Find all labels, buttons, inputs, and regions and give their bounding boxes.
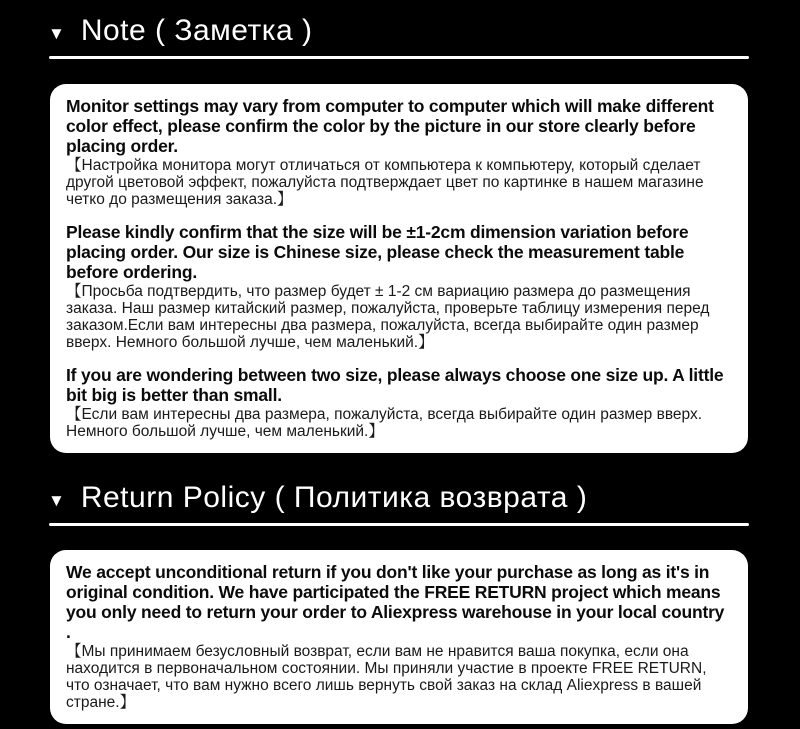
return-policy-russian-text: 【Мы принимаем безусловный возврат, если вам не нравится ваша покупка, если она находится в первоначальном состоянии. Мы приняли участие в проекте FREE RETURN, что означает, что вам нужно всего лишь вернуть свой заказ на склад Aliexpress в вашей стране.】 — [66, 643, 707, 711]
return-policy-section — [0, 453, 800, 724]
header-divider — [49, 523, 749, 526]
note-monitor-english-text: Monitor settings may vary from computer to computer which will make different color effect, please confirm the color by the picture in our store clearly before placing order. — [66, 96, 714, 156]
note-section-header — [0, 0, 800, 49]
note-section-title: Note ( Заметка ) — [80, 14, 313, 47]
triangle-down-icon: ▼ — [48, 490, 65, 510]
note-size-up-english-text: If you are wondering between two size, please always choose one size up. A little bit big is better than small. — [66, 365, 724, 405]
note-paragraph-monitor — [66, 96, 732, 208]
note-paragraph-size — [66, 222, 732, 351]
note-size-up-russian-text: 【Если вам интересны два размера, пожалуйста, всегда выбирайте один размер вверх. Немного большой лучше, чем маленький.】 — [66, 406, 703, 440]
triangle-down-icon: ▼ — [48, 23, 65, 43]
note-monitor-russian-text: 【Настройка монитора могут отличаться от компьютера к компьютеру, который сделает другой цветовой эффект, пожалуйста подтверждает цвет по картинке в нашем магазине четко до размещения заказа.】 — [66, 157, 704, 208]
note-size-russian-text: 【Просьба подтвердить, что размер будет ± 1-2 см вариацию размера до размещения заказа. Наш размер китайский размер, пожалуйста, проверьте таблицу измерения перед заказом.Если вам интересны два размера, пожалуйста, всегда выбирайте один размер вверх. Немного большой лучше, чем маленький.】 — [66, 283, 710, 351]
return-policy-section-header — [0, 453, 800, 516]
header-divider — [49, 56, 749, 59]
return-policy-section-title: Return Policy ( Политика возврата ) — [80, 481, 588, 514]
return-policy-card — [50, 550, 748, 724]
return-policy-english-text: We accept unconditional return if you don't like your purchase as long as it's in original condition. We have participated the FREE RETURN project which means you only need to return your order to Aliexpress warehouse in your local country . — [66, 562, 725, 642]
note-paragraph-size-up — [66, 365, 732, 440]
return-policy-paragraph — [66, 562, 732, 711]
note-size-english-text: Please kindly confirm that the size will be ±1-2cm dimension variation before placing order. Our size is Chinese size, please check the measurement table before ordering. — [66, 222, 689, 282]
note-card — [50, 84, 748, 453]
